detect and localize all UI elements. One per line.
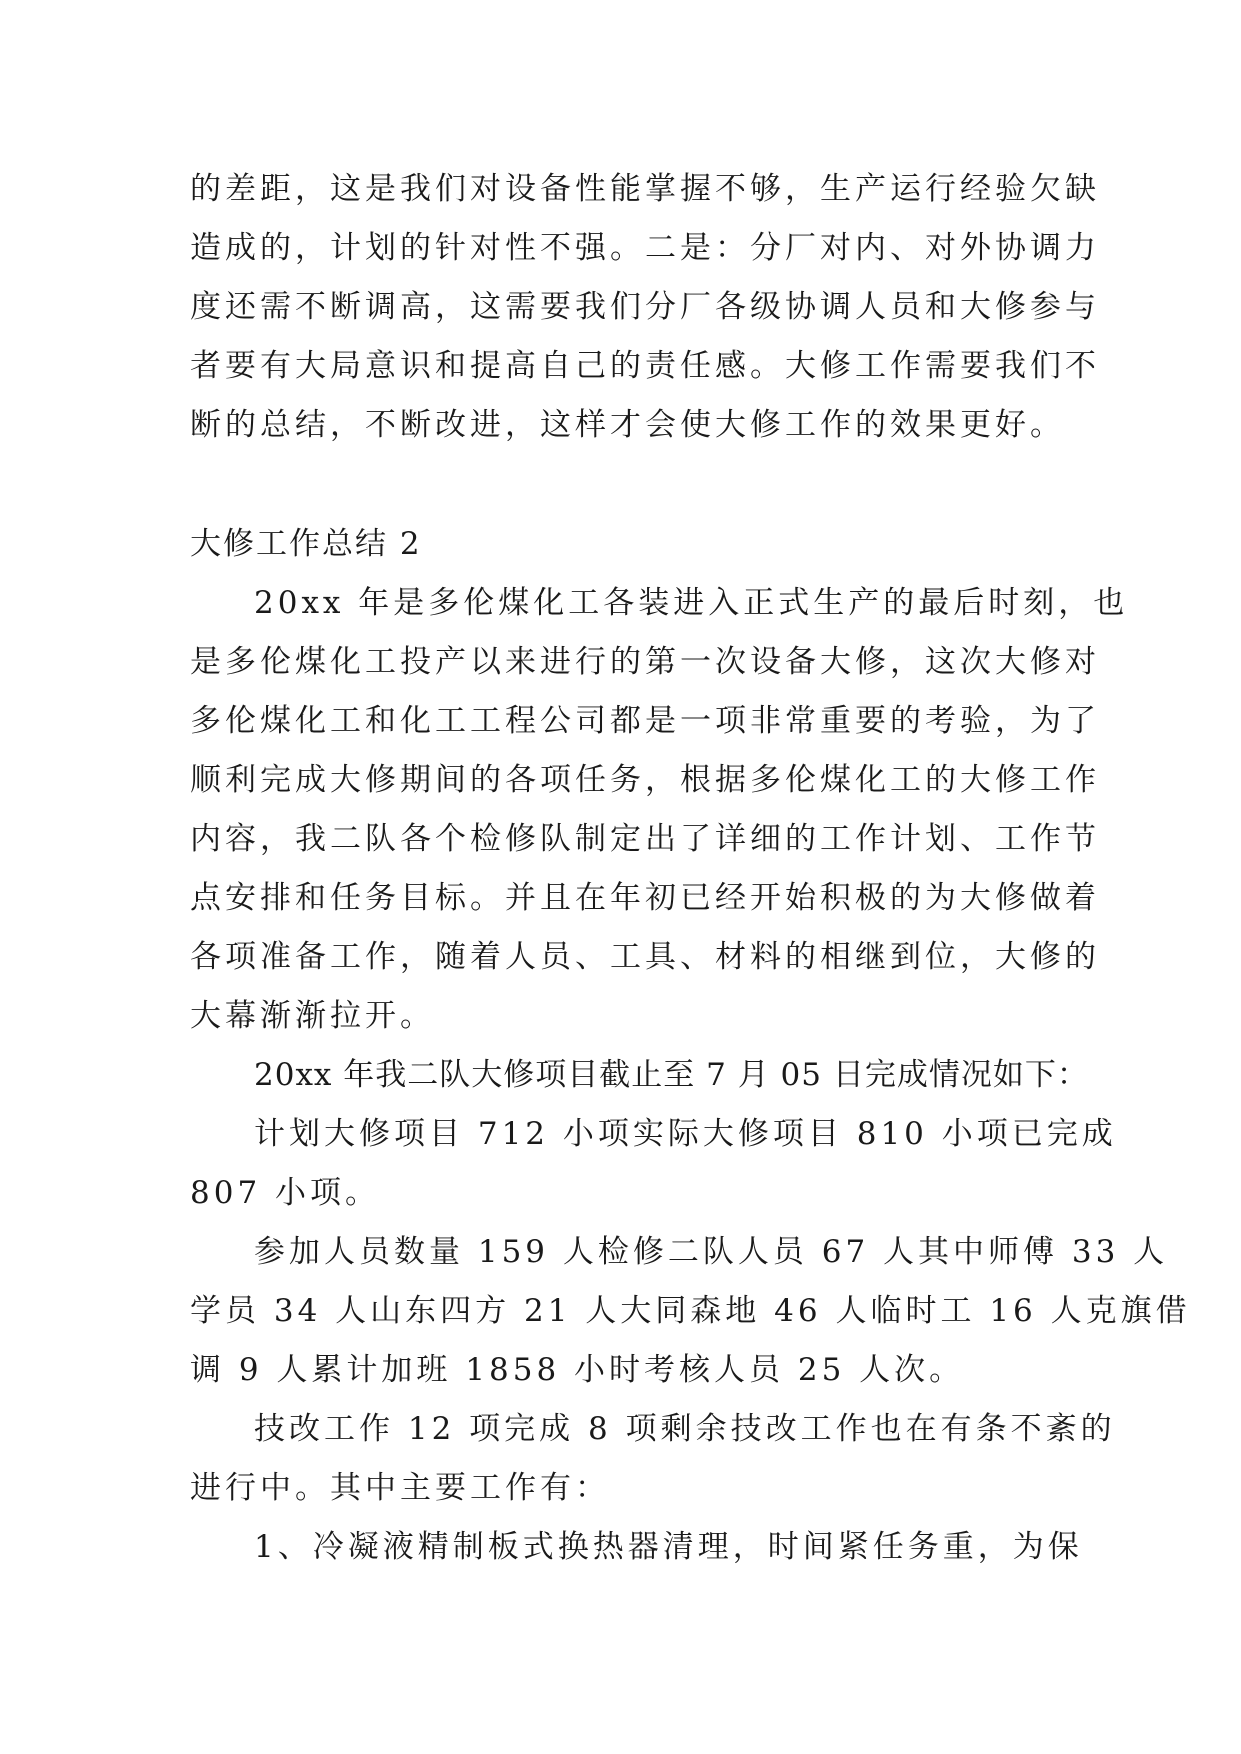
- text-line: 进行中。其中主要工作有：: [190, 1470, 610, 1506]
- text-line: 的差距，这是我们对设备性能掌握不够，生产运行经验欠缺: [190, 171, 1100, 207]
- text-line: 807 小项。: [190, 1175, 381, 1211]
- text-line: 断的总结，不断改进，这样才会使大修工作的效果更好。: [190, 407, 1065, 443]
- text-line: 者要有大局意识和提高自己的责任感。大修工作需要我们不: [190, 348, 1100, 384]
- text-line: 点安排和任务目标。并且在年初已经开始积极的为大修做着: [190, 880, 1100, 916]
- text-line: 造成的，计划的针对性不强。二是：分厂对内、对外协调力: [190, 230, 1100, 266]
- text-line: 20xx 年我二队大修项目截止至 7 月 05 日完成情况如下：: [254, 1057, 1089, 1093]
- text-line: 20xx 年是多伦煤化工各装进入正式生产的最后时刻，也: [254, 585, 1129, 621]
- text-line: 1、冷凝液精制板式换热器清理，时间紧任务重，为保: [254, 1529, 1083, 1565]
- paragraph-project-count: [190, 1105, 1117, 1223]
- paragraph-item-1: [190, 1518, 1083, 1577]
- paragraph-status-date: [190, 1046, 1089, 1105]
- text-line: 计划大修项目 712 小项实际大修项目 810 小项已完成: [254, 1116, 1117, 1152]
- text-line: 学员 34 人山东四方 21 人大同森地 46 人临时工 16 人克旗借: [190, 1293, 1191, 1329]
- text-line: 调 9 人累计加班 1858 小时考核人员 25 人次。: [190, 1352, 965, 1388]
- text-line: 内容，我二队各个检修队制定出了详细的工作计划、工作节: [190, 821, 1100, 857]
- paragraph-tech-upgrade: [190, 1400, 1116, 1518]
- spacer: [190, 455, 1060, 515]
- document-page: [190, 160, 1191, 1577]
- paragraph-personnel: [190, 1223, 1191, 1400]
- text-line: 大幕渐渐拉开。: [190, 998, 435, 1034]
- text-line: 是多伦煤化工投产以来进行的第一次设备大修，这次大修对: [190, 644, 1100, 680]
- text-line: 顺利完成大修期间的各项任务，根据多伦煤化工的大修工作: [190, 762, 1100, 798]
- text-line: 技改工作 12 项完成 8 项剩余技改工作也在有条不紊的: [254, 1411, 1116, 1447]
- text-line: 各项准备工作，随着人员、工具、材料的相继到位，大修的: [190, 939, 1100, 975]
- continued-paragraph: [190, 160, 1100, 455]
- text-line: 参加人员数量 159 人检修二队人员 67 人其中师傅 33 人: [254, 1234, 1169, 1270]
- text-line: 多伦煤化工和化工工程公司都是一项非常重要的考验，为了: [190, 703, 1100, 739]
- paragraph-intro: [190, 574, 1129, 1046]
- section-heading: 大修工作总结 2: [190, 526, 422, 562]
- text-line: 度还需不断调高，这需要我们分厂各级协调人员和大修参与: [190, 289, 1100, 325]
